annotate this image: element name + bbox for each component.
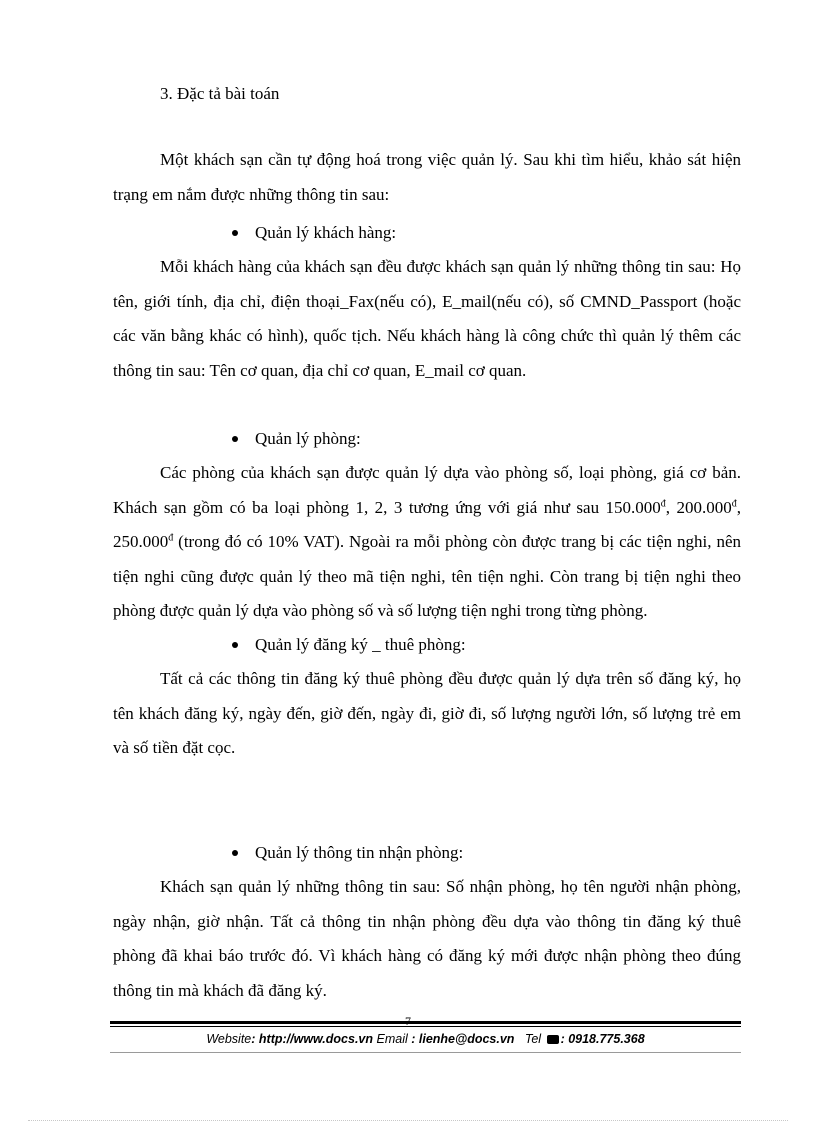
bullet-customer-management [232,216,396,250]
footer-website-link[interactable]: : http://www.docs.vn [251,1032,374,1046]
phone-icon [547,1035,559,1044]
room-text-4: (trong đó có 10% VAT). Ngoài ra mỗi phòng còn được trang bị các tiện nghi, nên tiện nghi cũng được quản lý theo mã tiện nghi, tên tiện nghi. Còn trang bị tiện nghi theo phòng được quản lý dựa vào phòng số và số lượng tiện nghi trong từng phòng. [113,532,741,620]
intro-paragraph [113,143,741,212]
currency-mark: đ [168,532,174,544]
intro-text: Một khách sạn cần tự động hoá trong việc quản lý. Sau khi tìm hiểu, khảo sát hiện trạng em nắm được những thông tin sau: [113,150,741,204]
bullet-checkin-management [232,836,463,870]
booking-paragraph [113,662,741,766]
checkin-text: Khách sạn quản lý những thông tin sau: Số nhận phòng, họ tên người nhận phòng, ngày nhận, giờ nhận. Tất cả thông tin nhận phòng đều dựa vào thông tin đăng ký thuê phòng đã khai báo trước đó. Vì khách hàng có đăng ký mới được nhận phòng theo đúng thông tin mà khách đã đăng ký. [113,877,741,1000]
bullet-title: Quản lý đăng ký _ thuê phòng: [255,635,466,654]
bullet-icon [232,230,238,236]
checkin-paragraph [113,870,741,1008]
room-text-1: Các phòng của khách sạn được quản lý dựa vào phòng số, loại phòng, giá cơ bản. Khách sạn gồm có ba loại phòng 1, 2, 3 tương ứng với giá như sau 150.000 [113,463,741,517]
currency-mark: đ [660,497,666,509]
bullet-icon [232,850,238,856]
bullet-title: Quản lý phòng: [255,429,361,448]
bullet-icon [232,436,238,442]
booking-text: Tất cả các thông tin đăng ký thuê phòng đều được quản lý dựa trên số đăng ký, họ tên khách đăng ký, ngày đến, giờ đến, ngày đi, giờ đi, số lượng người lớn, số lượng trẻ em và số tiền đặt cọc. [113,669,741,757]
footer-contact [110,1032,741,1046]
bullet-room-management [232,422,361,456]
section-heading: 3. Đặc tả bài toán [160,84,280,103]
footer-email-label: Email [376,1032,408,1046]
customer-text: Mỗi khách hàng của khách sạn đều được khách sạn quản lý những thông tin sau: Họ tên, giới tính, địa chỉ, điện thoại_Fax(nếu có), E_mail(nếu có), số CMND_Passport (hoặc các văn bằng khác có hình), quốc tịch. Nếu khách hàng là công chức thì quản lý thêm các thông tin sau: Tên cơ quan, địa chỉ cơ quan, E_mail cơ quan. [113,257,741,380]
footer-email-link[interactable]: : lienhe@docs.vn [407,1032,515,1046]
bullet-title: Quản lý khách hàng: [255,223,397,242]
customer-paragraph [113,250,741,388]
bullet-title: Quản lý thông tin nhận phòng: [255,843,464,862]
bullet-booking-management [232,628,466,662]
room-paragraph [113,456,741,629]
room-text-2: , 200.000 [665,497,732,517]
footer-tel-value: : 0918.775.368 [560,1032,645,1046]
page-edge-dotted-line [28,1120,788,1121]
currency-mark: đ [731,497,737,509]
bullet-icon [232,642,238,648]
page-number: 7 [405,1014,411,1028]
footer-underline [110,1052,741,1053]
room-text-3: , 250.000 [113,497,741,551]
footer-website-label: Website [206,1032,252,1046]
footer-tel-label: Tel [524,1032,542,1046]
